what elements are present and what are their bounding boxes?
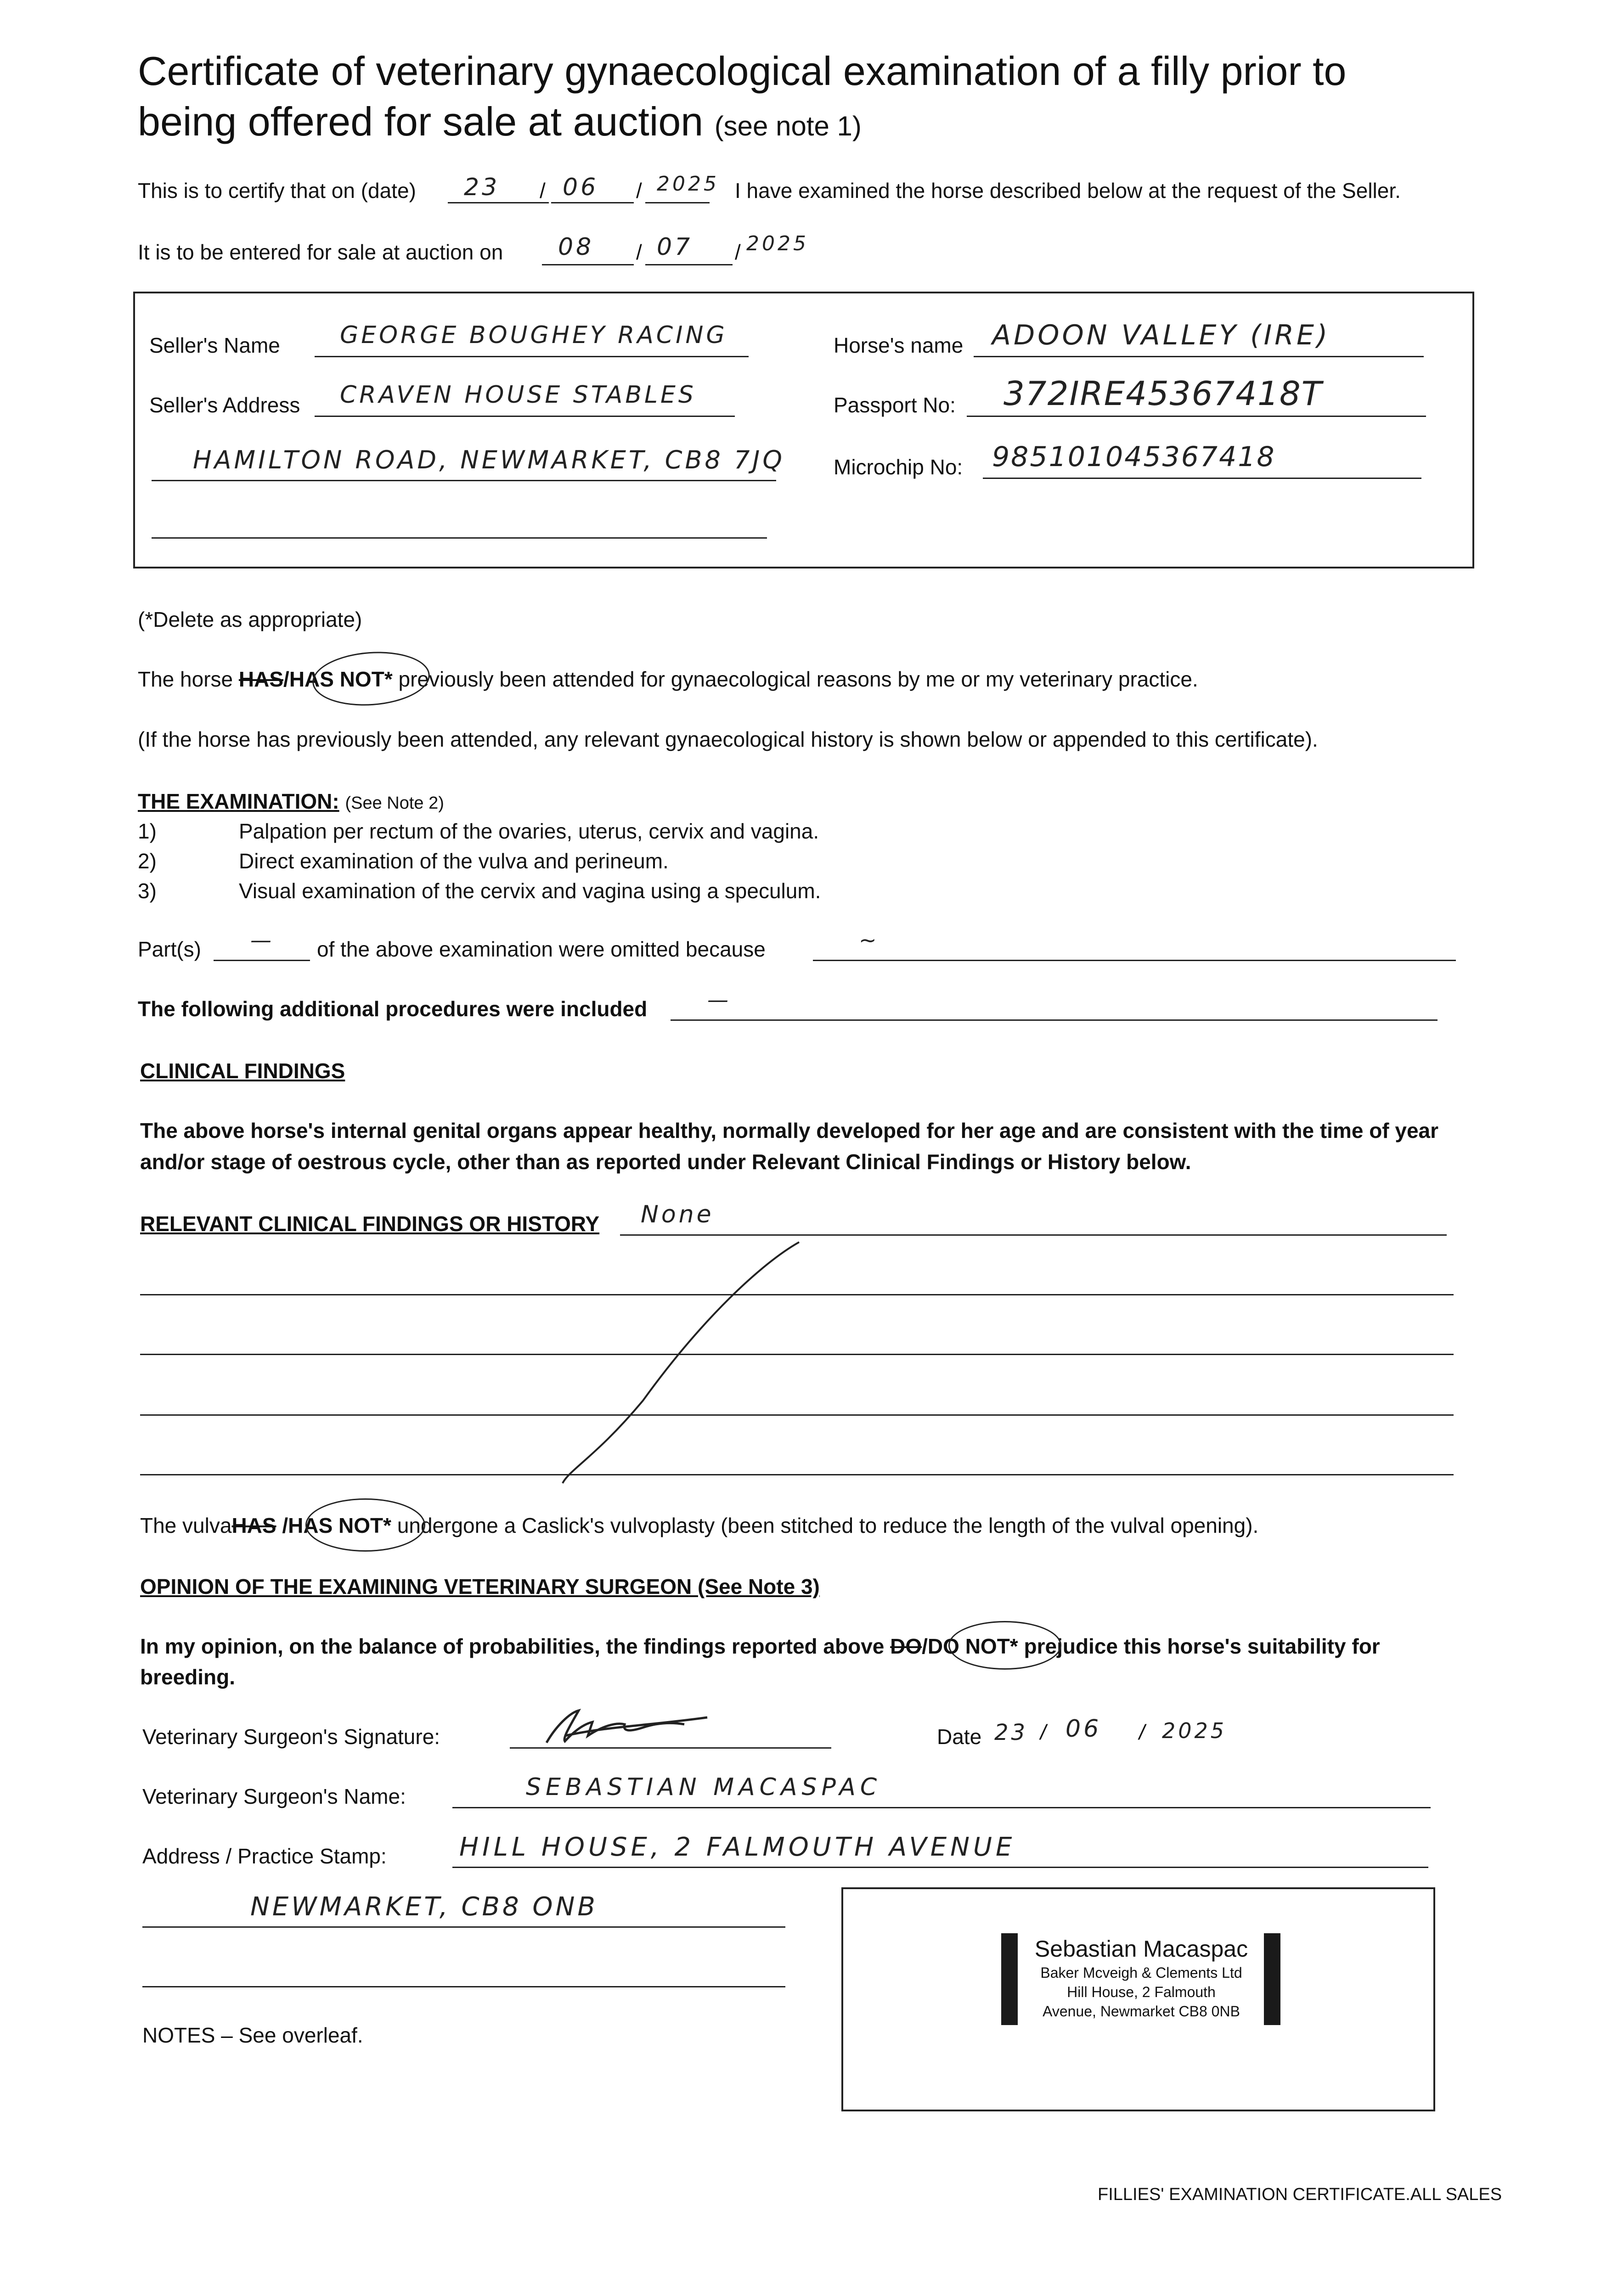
auction-year: 2025 (746, 232, 809, 255)
vulva-line: The vulvaHAS /HAS NOT* undergone a Caslick's vulvoplasty (been stitched to reduce the length of the vulval opening). (140, 1514, 1259, 1537)
auction-month: 07 (657, 233, 693, 261)
strike-through-line (505, 1235, 808, 1492)
slash: / (735, 240, 741, 264)
vulva-has-not: HAS NOT* (288, 1514, 392, 1537)
exam-item-2-text: Direct examination of the vulva and perineum. (239, 849, 669, 873)
exam-item-3-num: 3) (138, 879, 157, 903)
signature-mark (537, 1699, 721, 1750)
parts-prefix: Part(s) (138, 937, 201, 961)
signature-date-day: 23 (994, 1720, 1028, 1745)
stamp-line-1: Baker Mcveigh & Clements Ltd (1040, 1964, 1242, 1981)
reason-value: ~ (859, 928, 879, 952)
seller-address-1: CRAVEN HOUSE STABLES (340, 381, 696, 409)
microchip-value: 985101045367418 (992, 441, 1276, 473)
stamp-line-2: Hill House, 2 Falmouth (1067, 1984, 1216, 2000)
parts-value: — (250, 928, 274, 952)
certify-date-month: 06 (563, 174, 599, 201)
surgeon-name-label: Veterinary Surgeon's Name: (142, 1784, 406, 1808)
microchip-label: Microchip No: (834, 455, 963, 479)
auction-day: 08 (558, 233, 594, 261)
certify-suffix: I have examined the horse described below at the request of the Seller. (735, 179, 1401, 203)
horse-name-value: ADOON VALLEY (IRE) (992, 319, 1330, 351)
exam-item-1-num: 1) (138, 819, 157, 843)
circle-mark (305, 1498, 425, 1552)
delete-note: (*Delete as appropriate) (138, 608, 362, 631)
slash: / (636, 179, 642, 203)
footer-label: FILLIES' EXAMINATION CERTIFICATE.ALL SALES (1098, 2185, 1502, 2204)
title-note: (see note 1) (714, 111, 862, 141)
seller-address-label: Seller's Address (149, 393, 300, 417)
relevant-heading: RELEVANT CLINICAL FINDINGS OR HISTORY (140, 1212, 600, 1236)
address-value-2: NEWMARKET, CB8 ONB (250, 1892, 598, 1922)
certify-date-year: 2025 (657, 172, 719, 196)
relevant-value: None (641, 1201, 714, 1228)
vulva-has: HAS (231, 1514, 276, 1537)
certify-prefix: This is to certify that on (date) (138, 179, 416, 203)
page-title (138, 46, 1347, 152)
signature-date-year: 2025 (1162, 1718, 1227, 1743)
stamp-line-3: Avenue, Newmarket CB8 0NB (1043, 2003, 1240, 2020)
passport-value: 372IRE45367418T (1003, 374, 1323, 413)
clinical-statement-2: and/or stage of oestrous cycle, other than as reported under Relevant Clinical Findings or History below. (140, 1150, 1191, 1174)
signature-date-label: Date (937, 1725, 982, 1749)
exam-item-2-num: 2) (138, 849, 157, 873)
auction-prefix: It is to be entered for sale at auction on (138, 240, 503, 264)
circle-mark (310, 648, 431, 709)
stamp-bar-right (1264, 1933, 1280, 2025)
address-label: Address / Practice Stamp: (142, 1844, 387, 1868)
opinion-line-2: breeding. (140, 1665, 236, 1689)
passport-label: Passport No: (834, 393, 956, 417)
slash: / (1139, 1720, 1145, 1744)
title-line-2: being offered for sale at auction (see note 1) (138, 99, 862, 144)
notes: NOTES – See overleaf. (142, 2023, 363, 2047)
slash: / (540, 179, 546, 203)
opinion-do: DO (890, 1634, 922, 1658)
attended-line: The horse HAS/HAS NOT* previously been attended for gynaecological reasons by me or my veterinary practice. (138, 667, 1198, 691)
seller-address-2: HAMILTON ROAD, NEWMARKET, CB8 7JQ (193, 445, 785, 474)
surgeon-name-value: SEBASTIAN MACASPAC (526, 1773, 882, 1801)
circle-mark (948, 1621, 1061, 1670)
attended-has-not: HAS NOT* (289, 667, 393, 691)
stamp-bar-left (1001, 1933, 1018, 2025)
seller-name-value: GEORGE BOUGHEY RACING (340, 321, 727, 349)
title-line-1: Certificate of veterinary gynaecological examination of a filly prior to (138, 48, 1347, 94)
examination-heading: THE EXAMINATION: (See Note 2) (138, 789, 444, 813)
slash: / (1040, 1720, 1046, 1744)
opinion-heading: OPINION OF THE EXAMINING VETERINARY SURGEON (See Note 3) (140, 1575, 820, 1598)
horse-name-label: Horse's name (834, 333, 964, 357)
certify-date-day: 23 (464, 174, 500, 201)
exam-item-1-text: Palpation per rectum of the ovaries, uterus, cervix and vagina. (239, 819, 819, 843)
address-value-1: HILL HOUSE, 2 FALMOUTH AVENUE (459, 1832, 1016, 1862)
attended-note: (If the horse has previously been attended, any relevant gynaecological history is shown below or appended to this certificate). (138, 727, 1318, 751)
opinion-do-not: DO NOT* (927, 1634, 1018, 1658)
signature-date-month: 06 (1066, 1715, 1102, 1743)
opinion-line-1: In my opinion, on the balance of probabilities, the findings reported above DO/DO NOT* prejudice this horse's suitability for (140, 1634, 1380, 1658)
additional-value: — (707, 987, 731, 1012)
clinical-statement-1: The above horse's internal genital organs appear healthy, normally developed for her age and are consistent with the time of year (140, 1119, 1439, 1142)
slash: / (636, 240, 642, 264)
additional-label: The following additional procedures were included (138, 997, 648, 1021)
parts-mid: of the above examination were omitted because (317, 937, 766, 961)
stamp-name: Sebastian Macaspac (1034, 1936, 1248, 1962)
exam-item-3-text: Visual examination of the cervix and vagina using a speculum. (239, 879, 821, 903)
clinical-heading: CLINICAL FINDINGS (140, 1059, 345, 1083)
seller-name-label: Seller's Name (149, 333, 280, 357)
signature-label: Veterinary Surgeon's Signature: (142, 1725, 440, 1749)
attended-has: HAS (238, 667, 284, 691)
